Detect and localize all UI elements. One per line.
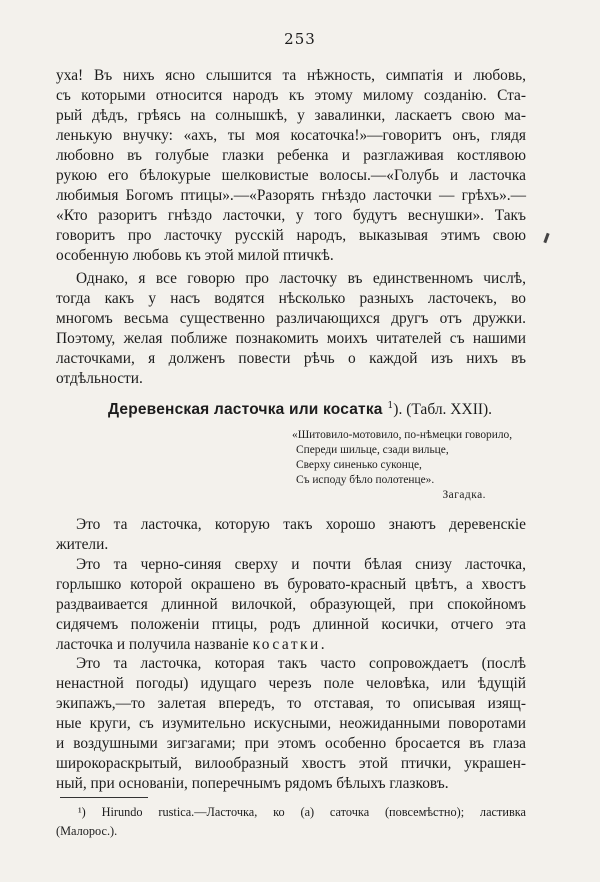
text-line: экипажъ,—то залетая впередъ, то отставая, то описывая изящ- <box>56 695 526 712</box>
text-line: Это та ласточка, которую такъ хорошо знаютъ деревенскіе <box>76 516 526 533</box>
text-line: особенную любовь къ этой милой птичкѣ. <box>56 247 334 264</box>
text-line <box>56 635 526 655</box>
text-line: Поэтому, желая поближе познакомить моихъ читателей съ нашими <box>56 330 526 347</box>
text-line: Однако, я все говорю про ласточку въ единственномъ числѣ, <box>76 270 526 287</box>
text-line: жители. <box>56 536 109 553</box>
paragraph-description <box>56 555 526 655</box>
text-line: отдѣльности. <box>56 370 143 387</box>
paragraph-several-swallows <box>56 269 526 389</box>
epigraph-riddle <box>292 428 528 503</box>
text-line: рукою его бѣлокурые шелковистые волосы.—«Голубь и ласточка <box>56 167 526 184</box>
text-line: тогда какъ у насъ водятся нѣсколько разныхъ ласточекъ, во <box>56 290 526 307</box>
margin-mark <box>543 233 549 243</box>
plate-reference: ). (Табл. XXII). <box>393 401 493 418</box>
text-line: Это та черно-синяя сверху и почти бѣлая снизу ласточка, <box>76 556 526 573</box>
text-fragment: . <box>320 636 325 653</box>
paragraph-village-swallow <box>56 515 526 555</box>
text-line: сидячемъ положеніи птицы, родъ длинной косички, отчего эта <box>56 616 526 633</box>
footnote-divider <box>60 797 148 798</box>
page-number: 253 <box>284 30 316 48</box>
text-line: ненастной погоды) идущаго черезъ поле человѣка, или ѣдущій <box>56 675 526 692</box>
text-fragment: ласточка и получила названіе <box>56 636 253 653</box>
text-line: любовно въ голубые глазки ребенка и разглаживая костлявою <box>56 147 526 164</box>
epigraph-line: «Шитовило-мотовило, по-нѣмецки говорило, <box>292 429 513 441</box>
footnote <box>56 803 526 841</box>
epigraph-line: Съ исподу бѣло полотенце». <box>296 474 435 486</box>
text-line: говоритъ про ласточку русскій народъ, выказывая этимъ свою <box>56 227 526 244</box>
epigraph-source: Загадка. <box>442 489 486 501</box>
text-line: уха! Въ нихъ ясно слышится та нѣжность, симпатія и любовь, <box>56 67 526 84</box>
text-line: и воздушными зигзагами; при этомъ особенно бросается въ глаза <box>56 735 526 752</box>
text-line: ные круги, съ изумительно искусными, неожиданными поворотами <box>56 715 526 732</box>
section-title: Деревенская ласточка или косатка <box>107 401 383 418</box>
epigraph-line: Сверху синенько суконце, <box>296 459 422 471</box>
text-line: Это та ласточка, которая такъ часто сопровождаетъ (послѣ <box>76 655 526 672</box>
text-line: «Кто разоритъ гнѣздо ласточки, у того будутъ веснушки». Такъ <box>56 207 526 224</box>
epigraph-line: Спереди шильце, сзади вильце, <box>296 444 449 456</box>
footnote-line: (Малорос.). <box>56 824 118 838</box>
footnote-reference: 1 <box>387 400 394 411</box>
footnote-line: ¹) Hirundo rustica.—Ласточка, ко (а) саточка (повсемѣстно); ластивка <box>78 805 526 819</box>
text-line: многомъ весьма существенно различающихся другъ отъ дружки. <box>56 310 526 327</box>
emphasized-word: косатки <box>252 636 321 653</box>
section-heading <box>0 400 600 419</box>
text-line: ленькую внучку: «ахъ, ты моя косаточка!»—говоритъ онъ, глядя <box>56 127 526 144</box>
text-line: раздваивается длинной вилочкой, образующей, при спокойномъ <box>56 596 526 613</box>
paragraph-flight <box>56 654 526 794</box>
text-line: широкораскрытый, вилообразный хвостъ этой птички, украшен- <box>56 755 526 772</box>
text-line: рый дѣдъ, грѣясь на солнышкѣ, у завалинки, ласкаетъ свою ма- <box>56 107 526 124</box>
text-line: съ которыми относится народъ къ этому милому созданію. Ста- <box>56 87 526 104</box>
text-line: ласточками, я долженъ повести рѣчь о каждой изъ нихъ въ <box>56 350 526 367</box>
paragraph-swallow-folk-love <box>56 66 526 266</box>
text-line: горлышко которой окрашено въ буровато-красный цвѣтъ, а хвостъ <box>56 576 526 593</box>
text-line: любимыя Богомъ птицы».—«Разорять гнѣздо ласточки — грѣхъ».— <box>56 187 526 204</box>
text-line: ный, при основаніи, поперечнымъ рядомъ бѣлыхъ глазковъ. <box>56 775 449 792</box>
